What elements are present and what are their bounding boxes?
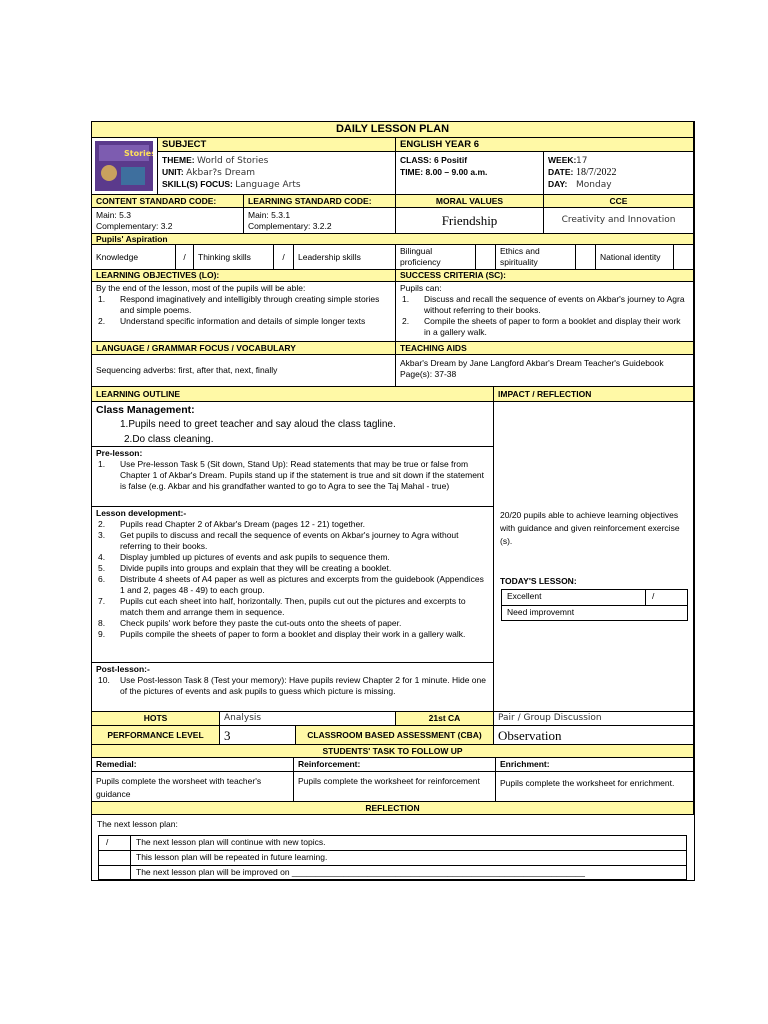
learning-standard-label: LEARNING STANDARD CODE: — [244, 195, 396, 208]
development-item: 4. Display jumbled up pictures of events and ask pupils to sequence them. — [98, 552, 390, 562]
performance-level-value: 3 — [220, 726, 296, 745]
aspiration-label: Pupils' Aspiration — [92, 234, 694, 245]
post-lesson-label: Post-lesson:- — [96, 664, 150, 674]
aids-value: Akbar's Dream by Jane Langford Akbar's Dream Teacher's Guidebook Page(s): 37-38 — [396, 355, 694, 387]
content-standard-comp: Complementary: 3.2 — [96, 221, 173, 231]
reflection-option-improve: The next lesson plan will be improved on ______________________________________________________________ — [136, 867, 586, 877]
lo-item: 1. Respond imaginatively and intelligibly through creating simple stories and simple poems. — [98, 294, 380, 315]
learning-standard-main: Main: 5.3.1 — [248, 210, 291, 220]
remedial-label: Remedial: — [92, 758, 294, 772]
reflection-option-continue: The next lesson plan will continue with new topics. — [136, 837, 326, 847]
time-text: TIME: 8.00 – 9.00 a.m. — [400, 167, 488, 177]
development-item: 6. Distribute 4 sheets of A4 paper as well as pictures and excerpts from the guidebook (Appendices 1 and 2, pages 48 - 49) to each group. — [98, 574, 484, 595]
aspiration-knowledge: Knowledge — [92, 245, 176, 270]
theme-unit-skill-cell — [158, 152, 396, 195]
aspiration-bilingual: Bilingual proficiency — [396, 245, 476, 270]
hots-label: HOTS — [92, 712, 220, 726]
book-cover-title: Stories — [124, 149, 153, 158]
ca-value: Pair / Group Discussion — [494, 712, 694, 726]
aspiration-mark-national — [674, 245, 694, 270]
class-text: CLASS: 6 Positif — [400, 155, 468, 165]
subject-value: ENGLISH YEAR 6 — [396, 138, 694, 152]
unit-value: Akbar?s Dream — [186, 168, 255, 178]
pre-lesson-label: Pre-lesson: — [96, 448, 143, 458]
reflection-mark: / — [106, 837, 109, 847]
development-item: 8. Check pupils' work before they paste the cut-outs onto the sheets of paper. — [98, 618, 402, 628]
reflection-intro: The next lesson plan: — [97, 819, 178, 829]
pre-lesson-cell — [92, 447, 494, 507]
followup-label: STUDENTS' TASK TO FOLLOW UP — [92, 745, 694, 758]
content-standard-main: Main: 5.3 — [96, 210, 131, 220]
aspiration-mark-thinking: / — [274, 245, 294, 270]
lo-cell — [92, 282, 396, 342]
development-item: 5. Divide pupils into groups and explain that they will be creating a booklet. — [98, 563, 392, 573]
development-item: 9. Pupils compile the sheets of paper to form a booklet and display their work in a gallery walk. — [98, 629, 466, 639]
reinforcement-value: Pupils complete the worksheet for reinforcement — [294, 772, 496, 802]
book-cover-icon — [95, 141, 153, 191]
sc-intro: Pupils can: — [400, 283, 442, 293]
moral-values-label: MORAL VALUES — [396, 195, 544, 208]
cce-value: Creativity and Innovation — [544, 208, 694, 234]
lesson-development-label: Lesson development:- — [96, 508, 187, 518]
aspiration-thinking: Thinking skills — [194, 245, 274, 270]
unit-label: UNIT: — [162, 167, 184, 177]
class-management-item: 2.Do class cleaning. — [124, 434, 214, 445]
class-management-label: Class Management: — [96, 404, 195, 416]
theme-label: THEME: — [162, 155, 195, 165]
improve-label: Need improvemnt — [507, 607, 575, 617]
content-standard-label: CONTENT STANDARD CODE: — [92, 195, 244, 208]
learning-standard-comp: Complementary: 3.2.2 — [248, 221, 332, 231]
reflection-option-repeat: This lesson plan will be repeated in future learning. — [136, 852, 328, 862]
page-title: DAILY LESSON PLAN — [92, 122, 694, 138]
reinforcement-label: Reinforcement: — [294, 758, 496, 772]
skill-label: SKILL(S) FOCUS: — [162, 179, 233, 189]
sc-item: 2. Compile the sheets of paper to form a booklet and display their work in a gallery walk. — [402, 316, 681, 337]
excellent-label: Excellent — [507, 591, 542, 601]
book-cover-image — [92, 138, 158, 195]
performance-level-label: PERFORMANCE LEVEL — [92, 726, 220, 745]
cce-label: CCE — [544, 195, 694, 208]
lo-label: LEARNING OBJECTIVES (LO): — [92, 270, 396, 282]
week-label: WEEK: — [548, 155, 577, 165]
cba-label: CLASSROOM BASED ASSESSMENT (CBA) — [296, 726, 494, 745]
week-date-day-cell — [544, 152, 694, 195]
todays-lesson-col-divider — [645, 589, 646, 605]
theme-value: World of Stories — [196, 156, 269, 166]
date-value: 18/7/2022 — [576, 167, 617, 178]
reflection-col-divider — [130, 835, 131, 880]
development-item: 3. Get pupils to discuss and recall the sequence of events on Akbar's journey to Agra without referring to their books. — [98, 530, 459, 551]
aspiration-national: National identity — [596, 245, 674, 270]
aspiration-mark-knowledge: / — [176, 245, 194, 270]
development-item: 2. Pupils read Chapter 2 of Akbar's Dream (pages 12 - 21) together. — [98, 519, 365, 529]
excellent-mark: / — [652, 591, 655, 601]
grammar-value: Sequencing adverbs: first, after that, next, finally — [92, 355, 396, 387]
todays-lesson-divider — [501, 605, 688, 606]
sc-label: SUCCESS CRITERIA (SC): — [396, 270, 694, 282]
grammar-label: LANGUAGE / GRAMMAR FOCUS / VOCABULARY — [92, 342, 396, 355]
aids-label: TEACHING AIDS — [396, 342, 694, 355]
enrichment-value: Pupils complete the worksheet for enrichment. — [496, 772, 694, 802]
impact-cell — [494, 402, 694, 712]
hots-value: Analysis — [220, 712, 396, 726]
impact-text: 20/20 pupils able to achieve learning objectives with guidance and given reinforcement exercise (s). — [500, 510, 680, 546]
class-time-cell — [396, 152, 544, 195]
sc-cell — [396, 282, 694, 342]
class-management-cell — [92, 402, 494, 447]
aspiration-mark-ethics — [576, 245, 596, 270]
daily-lesson-plan — [91, 121, 695, 881]
skill-value: Language Arts — [235, 180, 301, 190]
content-standard-cell — [92, 208, 244, 234]
remedial-value: Pupils complete the worsheet with teacher's guidance — [92, 772, 294, 802]
todays-lesson-label: TODAY'S LESSON: — [500, 576, 577, 586]
moral-value: Friendship — [396, 208, 544, 234]
aspiration-mark-bilingual — [476, 245, 496, 270]
outline-label: LEARNING OUTLINE — [92, 387, 494, 402]
lesson-development-cell — [92, 507, 494, 663]
post-lesson-item: 10. Use Post-lesson Task 8 (Test your memory): Have pupils review Chapter 2 for 1 minute. Hide one of the pictures of events and ask pupils to guess which picture is missing. — [98, 675, 486, 696]
reflection-row-divider — [98, 865, 687, 866]
aspiration-leadership: Leadership skills — [294, 245, 396, 270]
subject-label: SUBJECT — [158, 138, 396, 152]
reflection-label: REFLECTION — [92, 802, 694, 815]
enrichment-label: Enrichment: — [496, 758, 694, 772]
lo-item: 2. Understand specific information and details of simple longer texts — [98, 316, 366, 326]
development-item: 7. Pupils cut each sheet into half, horizontally. Then, pupils cut out the pictures and excerpts to match them and arrange them in sequence. — [98, 596, 466, 617]
class-management-item: 1.Pupils need to greet teacher and say aloud the class tagline. — [120, 419, 396, 430]
week-value: 17 — [576, 156, 588, 166]
impact-label: IMPACT / REFLECTION — [494, 387, 694, 402]
lo-intro: By the end of the lesson, most of the pupils will be able: — [96, 283, 306, 293]
date-label: DATE: — [548, 167, 574, 177]
aspiration-ethics: Ethics and spirituality — [496, 245, 576, 270]
learning-standard-cell — [244, 208, 396, 234]
day-label: DAY: — [548, 179, 568, 189]
reflection-row-divider — [98, 850, 687, 851]
post-lesson-cell — [92, 663, 494, 712]
cba-value: Observation — [494, 726, 694, 745]
sc-item: 1. Discuss and recall the sequence of events on Akbar's journey to Agra without referring to their books. — [402, 294, 685, 315]
ca-label: 21st CA — [396, 712, 494, 726]
pre-lesson-item: 1. Use Pre-lesson Task 5 (Sit down, Stand Up): Read statements that may be true or false from Chapter 1 of Akbar's Dream. Pupils stand up if the statement is true and sit down if the statement is false (e.g. Akbar and his grandfather wanted to go to Agra to see the Taj Mahal - true) — [98, 459, 485, 491]
day-value: Monday — [576, 180, 612, 190]
